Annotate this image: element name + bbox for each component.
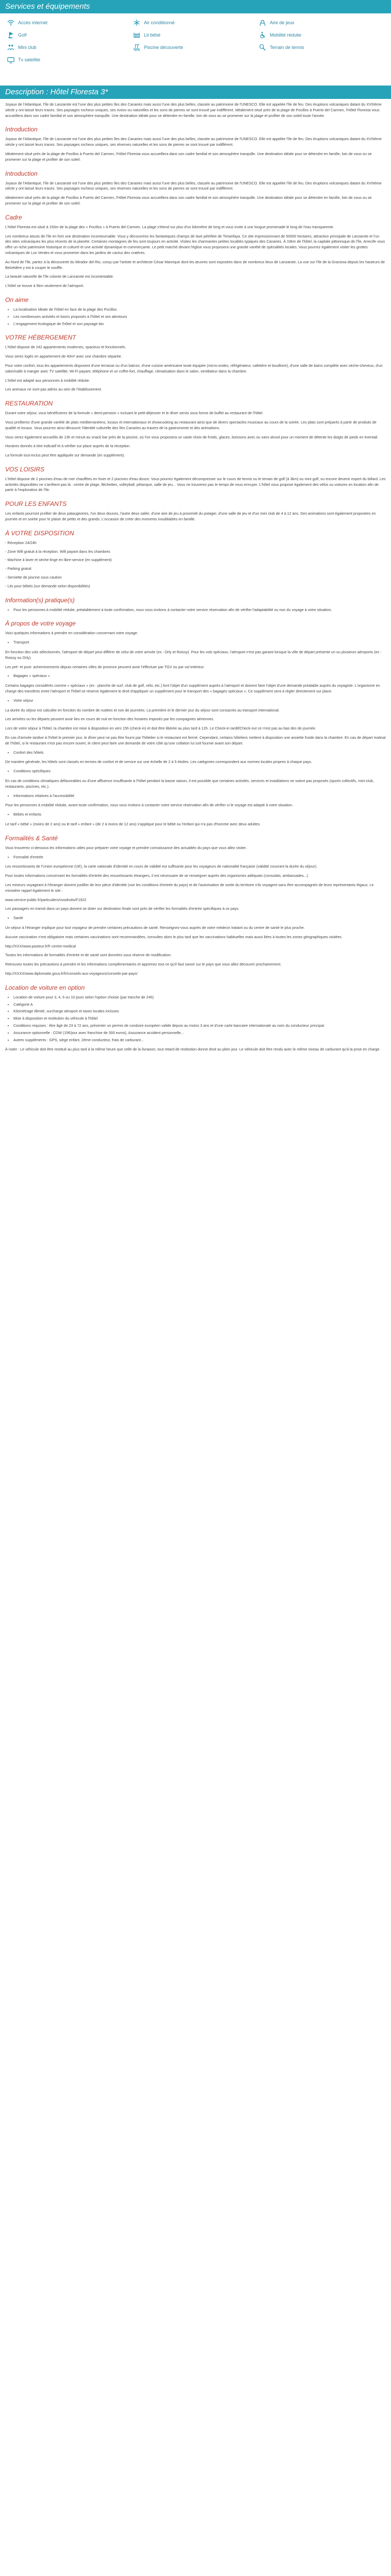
enfants-heading: POUR LES ENFANTS xyxy=(5,500,67,508)
propos-paragraph: Voici quelques informations à prendre en considération concernant votre voyage. xyxy=(5,631,138,636)
service-item xyxy=(133,30,259,40)
services-list xyxy=(0,13,391,68)
propos-heading: À propos de votre voyage xyxy=(5,620,76,628)
cadre-paragraph: L'hôtel Floresta est situé à 150m de la plage des « Pocillos » à Puerto del Carmen. La plage s'étend sur plus d'un kilomètre de long et vous invite à une longue promenade le long de l'eau transparente. xyxy=(5,224,334,229)
services-title: Services et équipements xyxy=(0,0,391,13)
restauration-heading: RESTAURATION xyxy=(5,400,53,408)
info-list xyxy=(13,793,386,799)
sante-link[interactable]: http://XXXX/www.diplomatie.gouv.fr/fr/conseils-aux-voyageurs/conseils-par-pays/ xyxy=(5,971,138,976)
disposition-item: - Réception 24/24h xyxy=(5,540,37,545)
sante-paragraph: Toutes les informations de formalités d'entrée et de santé sont données sous réserve de modification. xyxy=(5,953,172,958)
service-item xyxy=(7,55,133,65)
service-item xyxy=(133,18,259,28)
enfants-paragraph: Les enfants pourront profiter de deux pataugeoires, l'un deux douces, l'autre deux salée, d'une aire de jeu à proximité du potager, d'une salle de jeu et d'un mini club de 4 à 12 ans. Des animations sont également proposées en journée et en soirée pour le plaisir de petits et des grands. L'occasion de créer des moments inoubliables en famille. xyxy=(5,511,376,522)
services-section xyxy=(0,0,391,68)
pratiques-list xyxy=(13,607,386,613)
list-item: • Catégorie A xyxy=(13,1002,386,1008)
intro-paragraph: Joyaux de l'Atlantique, l'île de Lanzarote est l'une des plus petites îles des Canaries mais aussi l'une des plus belles, classée au patrimoine de l'UNESCO. Elle est appelée l'île de feu. Des éruptions volcaniques datant du XVIIIème siècle y ont laissé leurs traces. Ses paysages rocheux uniques, ses réserves naturelles et les sons de pierres se sont trouvé par indifférent. xyxy=(5,180,382,191)
crib-icon xyxy=(133,31,140,39)
list-item: • Kilométrage illimité, surcharge aéroport et taxes locales incluses xyxy=(13,1009,386,1014)
list-item: • Conditions requises : être âgé de 23 à 72 ans, présenter un permis de conduire européen valide depuis au moins 3 ans et d'une carte bancaire internationale au nom du conducteur principal. xyxy=(13,1023,386,1029)
service-label: Accès internet xyxy=(18,20,48,25)
confort-list xyxy=(13,750,386,756)
info-paragraph: Pour les personnes à mobilité réduite, avant toute confirmation, nous vous invitons à contacter notre service réservation afin de vérifier si le voyage est adapté à votre situation. xyxy=(5,803,294,808)
list-item: • Assurance optionnelle : CDW (15€/jour avec franchise de 300 euros), Assurance accident personnelle... xyxy=(13,1030,386,1036)
service-label: Terrain de tennis xyxy=(270,45,304,50)
location-list xyxy=(13,995,386,1043)
description-title: Description : Hôtel Floresta 3* xyxy=(0,86,391,99)
service-item xyxy=(7,42,133,53)
service-item xyxy=(7,18,133,28)
service-label: Air conditionné xyxy=(144,20,175,25)
service-item xyxy=(259,42,385,53)
loisirs-heading: VOS LOISIRS xyxy=(5,465,45,473)
intro-paragraph: Joyaux de l'Atlantique, l'île de Lanzarote est l'une des plus petites îles des Canaries mais aussi l'une des plus belles, classée au patrimoine de l'UNESCO. Elle est appelée l'île de feu. Des éruptions volcaniques datant du XVIIIème siècle y ont laissé leurs traces. Ses paysages rocheux uniques, ses réserves naturelles et les sons de pierres se sont trouvé par indifférent. xyxy=(5,137,382,147)
conditions-label: • Conditions spécifiques xyxy=(13,769,386,774)
disposition-heading: À VOTRE DISPOSITION xyxy=(5,529,74,537)
list-item: • Les nombreuses activités et loisirs proposés à l'hôtel et ses alentours xyxy=(13,314,386,320)
loisirs-paragraph: L'hôtel dispose de 2 piscines d'eau de mer chauffées en hiver et 2 piscines d'eau douce. Vous pourrez également décompresser sur le cours de tennis ou le terrain de golf (à 3km) ou mini golf, ou encore devenir expert du billard. Les activités disponibles ne s'arrêtent pas là : centre de plage, fléchettes, volleyball, pétanque, salle de jeu... Vous ne trouverez pas le temps de vous ennuyer. L'hôtel vous propose également des vélos ou voitures en location afin de partir à l'exploration de l'île. xyxy=(5,476,386,493)
transport-label: • Transport xyxy=(13,640,386,646)
formalites-paragraph: Les ressortissants de l'Union européenne (UE), la carte nationale d'identité en cours de validité est suffisante pour les voyageurs de nationalité française (validité couvrant la durée du séjour). xyxy=(5,864,318,869)
transport-paragraph: En fonction des vols sélectionnés, l'aéroport de départ peut différer de celui de votre arrivée (ex : Orly et Roissy). Pour les vols spéciaux, l'aéroport n'est pas garanti lorsque la ville de départ présente un ou plusieurs aéroports (ex : Roissy ou Orly). xyxy=(5,650,382,660)
restauration-paragraph: Durant votre séjour, vous bénéficierez de la formule « demi-pension » incluant le petit-déjeuner et le dîner servis sous forme de buffet au restaurant de l'hôtel. xyxy=(5,411,264,416)
intro-paragraph: Idéalement situé près de la plage de Pocillos à Puerto del Carmen, l'Hôtel Floresta vous accueillera dans son cadre familial et son atmosphère tranquille. Une destination idéale pour se détendre en famille, loin de vous ou se promener sur la plage et profiter de son soleil. xyxy=(5,195,372,206)
sejour-label: • Votre séjour xyxy=(13,698,386,704)
sejour-paragraph: Les arrivées ou les départs peuvent avoir lieu en cours de nuit en fonction des horaires imposés par les compagnies aériennes. xyxy=(5,717,215,722)
sejour-paragraph: En cas d'arrivée tardive à l'hôtel le premier jour, le dîner peut ne pas être fourni par l'hôtelier si le restaurant est fermé. Cependant, certains hôteliers mettent à disposition une assiette froide dans la chambre. En cas de départ matinal de l'hôtel, si le restaurant n'est pas encore ouvert, le client peut faire une demande de votre côté qu'une collation lui soit fournie avant son départ. xyxy=(5,735,386,745)
snowflake-icon xyxy=(133,19,140,26)
restauration-paragraph: La formule tout-inclus peut être appliquée sur demande (en supplément). xyxy=(5,453,125,458)
list-item: • Autres suppléments : GPS, siège enfant, 2ème conducteur, frais de carburant... xyxy=(13,1038,386,1043)
description-body xyxy=(0,99,391,1066)
conditions-list xyxy=(13,769,386,774)
hebergement-paragraph: Pour votre confort, tous les appartements disposent d'une terrasse ou d'un balcon, d'une cuisine américaine toute équipée (micro-ondes, réfrigérateur, cafetière et bouilloire), d'une salle de bains complète avec sèche-cheveux, d'un salon/salle à manger avec TV satellite, Wi-Fi payant, téléphone et un coffre-fort, chauffage, climatisation dans le salon, ventilateur dans la chambre. xyxy=(5,363,383,374)
wifi-icon xyxy=(7,19,14,26)
disposition-item: - Lits pour bébés (sur demande selon disponibilités) xyxy=(5,583,90,588)
on-aime-heading: On aime xyxy=(5,296,29,303)
bebes-paragraph: Le tarif « bébé » (moins de 2 ans) ou le tarif « enfant » (de 2 à moins de 12 ans) s'applique pour le bébé ou l'enfant qui n'a pas d'homme avec deux adultes. xyxy=(5,821,261,826)
sante-list xyxy=(13,916,386,921)
tv-icon xyxy=(7,56,14,63)
hebergement-heading: VOTRE HÉBERGEMENT xyxy=(5,334,76,342)
service-label: Golf xyxy=(18,32,27,38)
service-label: Mobilité réduite xyxy=(270,32,302,38)
formalites-list xyxy=(13,855,386,860)
sante-link[interactable]: http://XXX/www.pasteur.fr/fr centre-medical xyxy=(5,943,76,948)
disposition-item: - Serviette de piscine sous caution xyxy=(5,575,62,580)
tennis-icon xyxy=(259,44,266,51)
hebergement-paragraph: L'hôtel est adapté aux personnes à mobilité réduite. xyxy=(5,378,90,383)
sejour-list xyxy=(13,698,386,704)
transport-paragraph: Les pré- et post- acheminements depuis certaines villes de province peuvent avoir l'effectuer par TGV ou par vol intérieur. xyxy=(5,664,205,669)
hebergement-paragraph: Vous serez logés en appartement de 40m² avec une chambre séparée. xyxy=(5,354,122,359)
restauration-paragraph: Vous profiterez d'une grande variété de plats méditerranéens, locaux et internationaux et showcooking au restaurant ainsi que de divers spectacles musicaux au cours de la soirée. Les plats sont préparés à partir de produits de qualité et locaux. Vous pourrez ainsi découvrir l'identité culturelle des îles Canaries au travers de la gastronomie et des animations. xyxy=(5,419,377,430)
service-label: Aire de jeux xyxy=(270,20,295,25)
formalites-paragraph: Vous trouverez ci-dessous les informations utiles pour préparer votre voyage et prendre connaissance des actualités du pays que vous allez visiter. xyxy=(5,845,247,850)
restauration-paragraph: Horaires donnés à titre indicatif et à vérifier sur place auprès de la réception. xyxy=(5,444,131,449)
list-item: • Mise à disposition et restitution du véhicule à l'hôtel xyxy=(13,1016,386,1022)
service-label: Tv satellite xyxy=(18,57,41,62)
formalites-label: • Formalité d'entrée xyxy=(13,855,386,860)
list-item: • Pour les personnes à mobilité réduite, préalablement à toute confirmation, nous vous invitons à contacter notre service réservation afin de vérifier l'adaptabilité ou non du voyage à votre situation. xyxy=(13,607,386,613)
formalites-paragraph: Pour toutes informations concernant les formalités d'entrée des ressortissants étrangers, il est nécessaire de se renseigner auprès des organismes adéquats (consulats, ambassades...). xyxy=(5,873,309,878)
bagages-list xyxy=(13,673,386,679)
service-label: Piscine découverte xyxy=(144,45,184,50)
disposition-item: - Machine à laver et sèche-linge en libre-service (en supplément) xyxy=(5,557,112,563)
restauration-paragraph: Vous serez également accueillis de 13h et minuit au snack bar près de la piscine, où l'on vous proposera un vaste choix de froids, glaces, boissons avec ou sans alcool pour un moment de détente les doigts de pieds en éventail. xyxy=(5,434,379,439)
cadre-paragraph: L'hôtel se trouve à 5km seulement de l'aéroport. xyxy=(5,283,84,289)
formalites-paragraph: Les passagers en transit dans un pays doivent se doter sur destination finale sont prés de vérifier les formalités d'entrée spécifiques à ce pays. xyxy=(5,906,240,911)
service-item xyxy=(259,30,385,40)
formalites-paragraph: Les mineurs voyageant à l'étranger doivent justifier de leur pièce d'identité (voir les conditions d'entrée du pays) et de l'autorisation de sortie du territoire s'ils voyagent sans être accompagnés de leurs représentants légaux. Le ministère rappel également le site : xyxy=(5,882,374,893)
disposition-item: - Parking gratuit xyxy=(5,566,31,571)
formalites-heading: Formalités & Santé xyxy=(5,834,58,842)
sejour-paragraph: La durée du séjour est calculée en fonction du nombre de nuitées et non de journées. La première et le dernier jour du séjour sont consacrés au transport international. xyxy=(5,707,280,713)
introduction-heading: Introduction xyxy=(5,170,38,177)
list-item: • Location de voiture pour 3, 4, 6 ou 10 jours selon l'option choisie (par tranche de 24h) xyxy=(13,995,386,1001)
service-label: Mini club xyxy=(18,45,37,50)
cadre-paragraph: Les nombreux atouts de l'île en font une destination incontournable. Vous y découvrirez les fantastiques champs de lave pétrifiée de Timanfaya. Ce site impressionnant de 50000 hectares, attraction principale de Lanzarote et l'un des sites volcaniques les plus récents de la planète. Certaines montagnes de feu sont toujours en activité. Visitez les charmantes petites localités typiques des Canaries. À 10km de l'hôtel, la capitale pittoresque de l'île, Arrecife vous offre un riche patrimoine historique et culturel et une activité dynamique et commerçante. Le petit marché devant l'église vous proposera une grande variété de spécialités locales. Vous pourrez également visiter les grottes volcaniques de Los Verdes et vous promener dans les jardins de cactus des cratères. xyxy=(5,233,385,255)
description-section xyxy=(0,86,391,1066)
service-item xyxy=(7,30,133,40)
location-note: À noter : Le véhicule doit être restitué au plus tard à la même heure que celle de la livraison, tout retard de restitution donne droit au plein jour. Le véhicule doit être rendu avec le même niveau de carburant qu'à la prise en charge. xyxy=(5,1047,381,1052)
confort-label: • Confort des hôtels xyxy=(13,750,386,756)
intro-paragraph: Joyaux de l'Atlantique, l'île de Lanzarote est l'une des plus petites îles des Canaries mais aussi l'une des plus belles, classée au patrimoine de l'UNESCO. Elle est appelée l'île de feu. Des éruptions volcaniques datant du XVIIIème siècle y ont laissé leurs traces. Ses paysages rocheux uniques, ses rivesv ou naturelles et les sons de pierres se sont trouvé par indifférent. Idéalement situé près de la plage de Pocillos à Puerto del Carmen, l'Hôtel Floresta vous accueillera dans son cadre familial et son atmosphère tranquille. Une destination idéale pour se détendre en famille, loin de vous au se promener sur la plage et profiter de son soleil toute l'année. xyxy=(5,102,382,118)
info-label: • Informations relatives à l'accessibilité xyxy=(13,793,386,799)
introduction-heading: Introduction xyxy=(5,126,38,133)
bebes-label: • Bébés et enfants xyxy=(13,812,386,818)
service-label: Lit bébé xyxy=(144,32,161,38)
transport-list xyxy=(13,640,386,646)
golf-icon xyxy=(7,31,14,39)
confort-paragraph: De manière générale, les hôtels sont classés en termes de confort et de service sur une échelle de 2 à 5 étoiles. Les catégories correspondent aux normes locales propres à chaque pays. xyxy=(5,759,312,765)
list-item: • L'engagement écologique de l'hôtel et son paysage bio xyxy=(13,321,386,327)
service-item xyxy=(133,42,259,53)
cadre-paragraph: Au Nord de l'île, partez à la découverte du Mirador del Rio, conçu par l'artiste et architecte César Manrique dont les œuvres sont exposées dans de nombreux lieux de Lanzarote. La vue sur l'île de la Graciosa depuis les hauteurs de Belvédère y est à couper le souffle. xyxy=(5,259,385,270)
cadre-heading: Cadre xyxy=(5,213,22,221)
on-aime-list xyxy=(13,307,386,327)
disposition-item: - Zone Wifi gratuit à la réception. Wifi payant dans les chambres xyxy=(5,549,110,554)
hebergement-paragraph: Les animaux ne sont pas admis au sein de l'établissement. xyxy=(5,387,102,392)
bebes-list xyxy=(13,812,386,818)
pratiques-heading: Information(s) pratique(s) xyxy=(5,596,75,604)
sante-paragraph: Aucune vaccination n'est obligatoire mais certaines vaccinations sont recommandées, consultez alors le plus tard que les vaccinations habituelles mais aussi liées à toutes les zones géographiques visitées. xyxy=(5,934,343,939)
kids-club-icon xyxy=(7,44,14,51)
sejour-paragraph: Lors de votre séjour à l'hôtel, la chambre est mise à disposition en vers 15h (check-in) et doit être libérée au plus tard à 12h. Le Check-in tardif/Check-out ce n'est pas au bas des de journée. xyxy=(5,726,316,731)
cadre-paragraph: La beauté naturelle de l'île colonie de Lanzarote est incontestable. xyxy=(5,274,114,279)
sante-paragraph: Un séjour à l'étranger implique pour tout voyageur de prendre certaines précautions de santé. Renseignez-vous auprès de votre médecin traitant ou du centre de santé le plus proche. xyxy=(5,925,305,930)
sante-label: • Santé xyxy=(13,916,386,921)
wheelchair-icon xyxy=(259,31,266,39)
pool-icon xyxy=(133,44,140,51)
playground-icon xyxy=(259,19,266,26)
intro-paragraph: Idéalement situé près de la plage de Pocillos à Puerto del Carmen, l'Hôtel Floresta vous accueillera dans son cadre familial et son atmosphère tranquille. Une destination idéale pour se détendre en famille, loin de vous ou se promener sur la plage et profiter de son soleil. xyxy=(5,151,372,162)
location-heading: Location de voiture en option xyxy=(5,984,85,991)
service-item xyxy=(259,18,385,28)
list-item: • La localisation idéale de l'hôtel en face de la plage des Pocillos xyxy=(13,307,386,313)
bagages-paragraph: Certains bagages considérés comme « spéciaux » (ex : planche de surf, club de golf, vélo, etc.) font l'objet d'un supplément auprès à l'aéroport et doivent faire l'objet d'une demande préalable auprès du voyagiste. L'organisme en charge des transferts entre l'aéroport et l'hôtel se réserve également le droit d'appliquer un supplément pour le transport des « bagages spéciaux ». Ce supplément sera à régler directement sur place. xyxy=(5,683,380,694)
hebergement-paragraph: L'hôtel dispose de 242 appartements modernes, spacieux et fonctionnels. xyxy=(5,345,126,350)
conditions-paragraph: En cas de conditions climatiques défavorables ou d'une affluence insuffisante à l'hôtel pendant la basse saison, il est possible que certaines activités, services et installations ne soient pas proposés (sports collectifs, mini-club, restaurants, piscines, etc.). xyxy=(5,778,374,789)
sante-paragraph: Retrouvez toutes les précautions à prendre et les informations complémentaires et apprenez tout ce qu'il faut savoir sur le pays que vous allez découvrir prochainement. xyxy=(5,962,282,967)
formalites-link[interactable]: www.service-public.fr/particuliers/vosdroits/F1922 xyxy=(5,897,87,902)
bagages-label: • Bagages « spéciaux » xyxy=(13,673,386,679)
